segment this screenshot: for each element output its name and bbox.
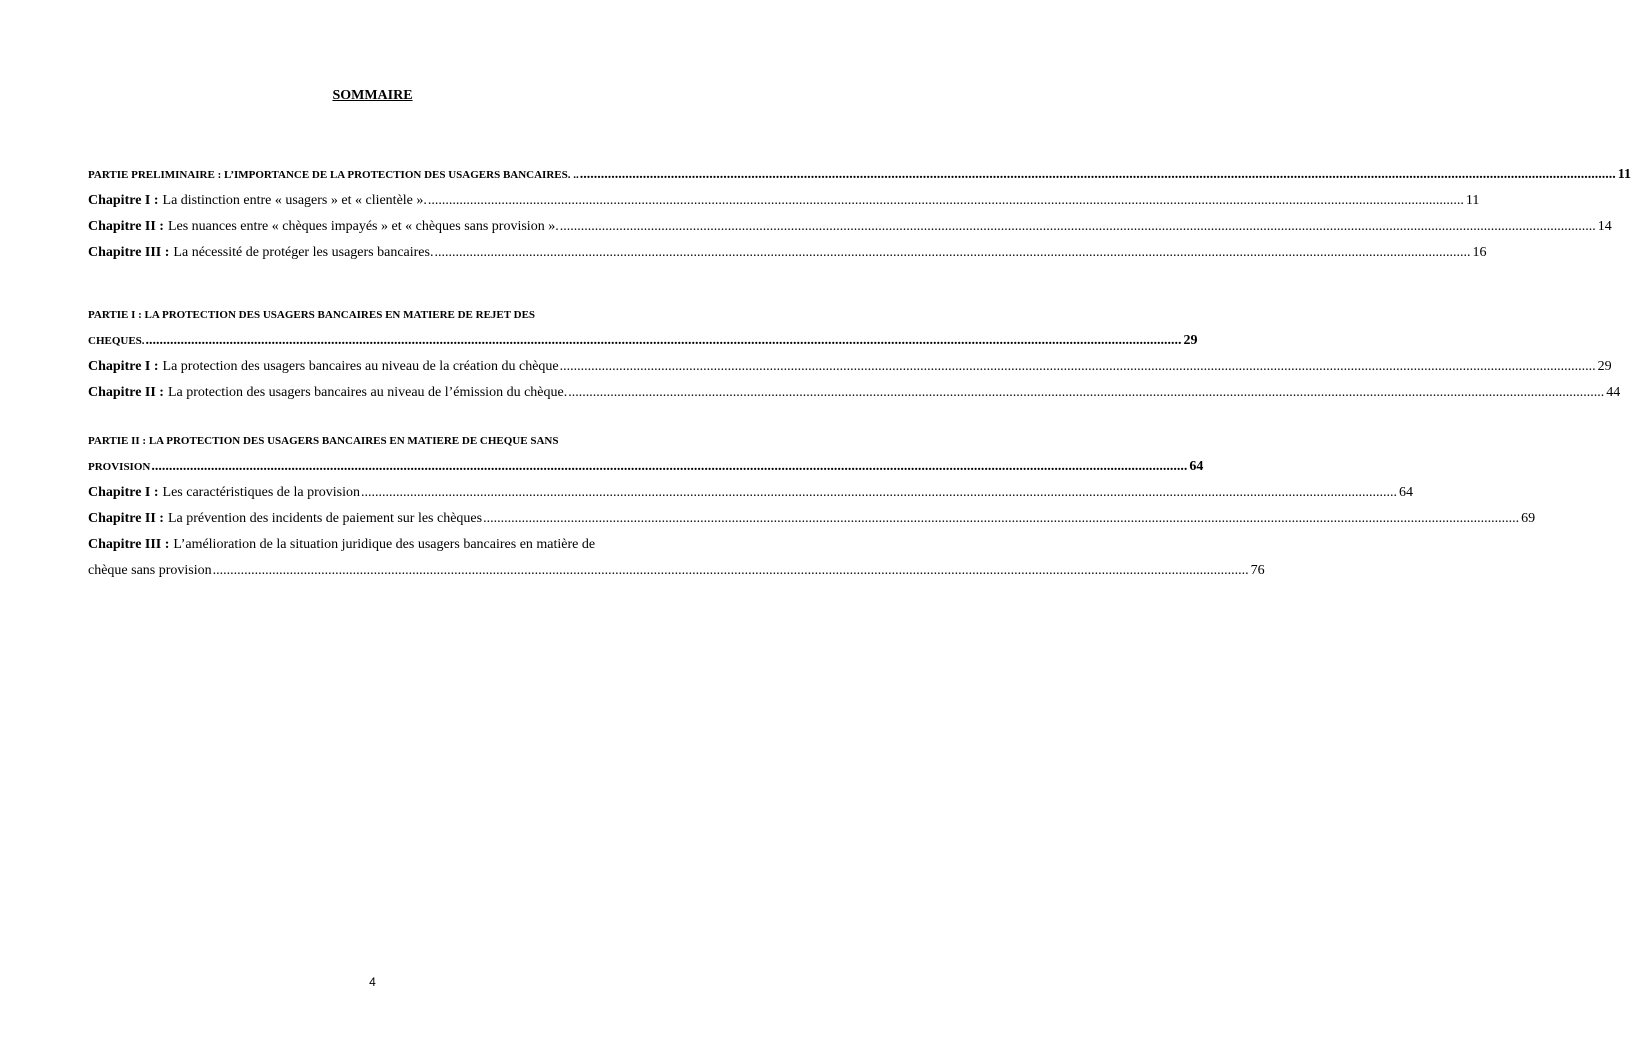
dot-leader [560,354,1596,380]
dot-leader [428,188,1464,214]
chapter-title: Les nuances entre « chèques impayés » et « chèques sans provision ». [167,219,559,234]
chapter-label: Chapitre I : [88,485,159,500]
toc-chapter-entry[interactable] [88,506,1536,532]
chapter-label: Chapitre III : [88,537,170,552]
chapter-page-number: 69 [1521,511,1536,526]
part-title-continued: CHEQUES. [88,335,145,347]
dot-leader [580,162,1616,188]
chapter-title: L’amélioration de la situation juridique des usagers bancaires en matière de [173,537,596,552]
toc-chapter-entry[interactable] [88,480,1414,506]
toc-chapter-entry[interactable] [88,380,1621,406]
part-title-continued: PROVISION [88,461,151,473]
toc-chapter-entry-first-line[interactable] [88,532,671,558]
chapter-page-number: 16 [1472,245,1487,260]
dot-leader [151,454,1187,480]
chapter-label: Chapitre II : [88,219,164,234]
toc-chapter-entry[interactable] [88,354,1612,380]
dot-leader [146,328,1182,354]
part-page-number: 11 [1617,167,1631,182]
part-page-number: 29 [1183,333,1198,348]
chapter-label: Chapitre I : [88,193,159,208]
dot-leader [483,506,1519,532]
toc-part-entry[interactable] [88,162,1631,188]
toc-chapter-entry-continued[interactable] [88,558,1265,584]
chapter-page-number: 64 [1399,485,1414,500]
toc-section-partie-2 [88,428,1536,584]
dot-leader [361,480,1397,506]
toc-part-entry[interactable] [88,328,1198,354]
chapter-page-number: 11 [1465,193,1480,208]
toc-chapter-entry[interactable] [88,214,1612,240]
chapter-title: Les caractéristiques de la provision [162,485,361,500]
chapter-page-number: 29 [1597,359,1612,374]
part-title: PARTIE PRELIMINAIRE : L’IMPORTANCE DE LA PROTECTION DES USAGERS BANCAIRES. .. [88,169,579,181]
chapter-title: La nécessité de protéger les usagers bancaires. [173,245,434,260]
dot-leader [213,558,1249,584]
toc-chapter-entry[interactable] [88,240,1487,266]
part-page-number: 64 [1189,459,1204,474]
chapter-label: Chapitre II : [88,385,164,400]
toc-part-entry[interactable] [88,454,1204,480]
chapter-page-number: 44 [1606,385,1621,400]
chapter-label: Chapitre III : [88,245,170,260]
part-title-line[interactable]: PARTIE I : LA PROTECTION DES USAGERS BANCAIRES EN MATIERE DE REJET DES [88,309,536,321]
dot-leader [560,214,1596,240]
chapter-page-number: 76 [1250,563,1265,578]
dot-leader [568,380,1604,406]
dot-leader [434,240,1470,266]
toc-section-partie-1 [88,302,1621,406]
chapter-title: La distinction entre « usagers » et « clientèle ». [162,193,427,208]
part-title-line[interactable]: PARTIE II : LA PROTECTION DES USAGERS BANCAIRES EN MATIERE DE CHEQUE SANS [88,435,559,447]
page-title: SOMMAIRE [332,88,413,103]
chapter-title: La protection des usagers bancaires au niveau de l’émission du chèque. [167,385,568,400]
chapter-title: La prévention des incidents de paiement sur les chèques [167,511,483,526]
chapter-title-continued: chèque sans provision [88,563,212,578]
chapter-label: Chapitre II : [88,511,164,526]
page-number: 4 [369,975,376,989]
chapter-page-number: 14 [1597,219,1612,234]
toc-chapter-entry[interactable] [88,188,1480,214]
chapter-title: La protection des usagers bancaires au niveau de la création du chèque [162,359,559,374]
toc-section-preliminaire [88,162,1631,266]
chapter-label: Chapitre I : [88,359,159,374]
